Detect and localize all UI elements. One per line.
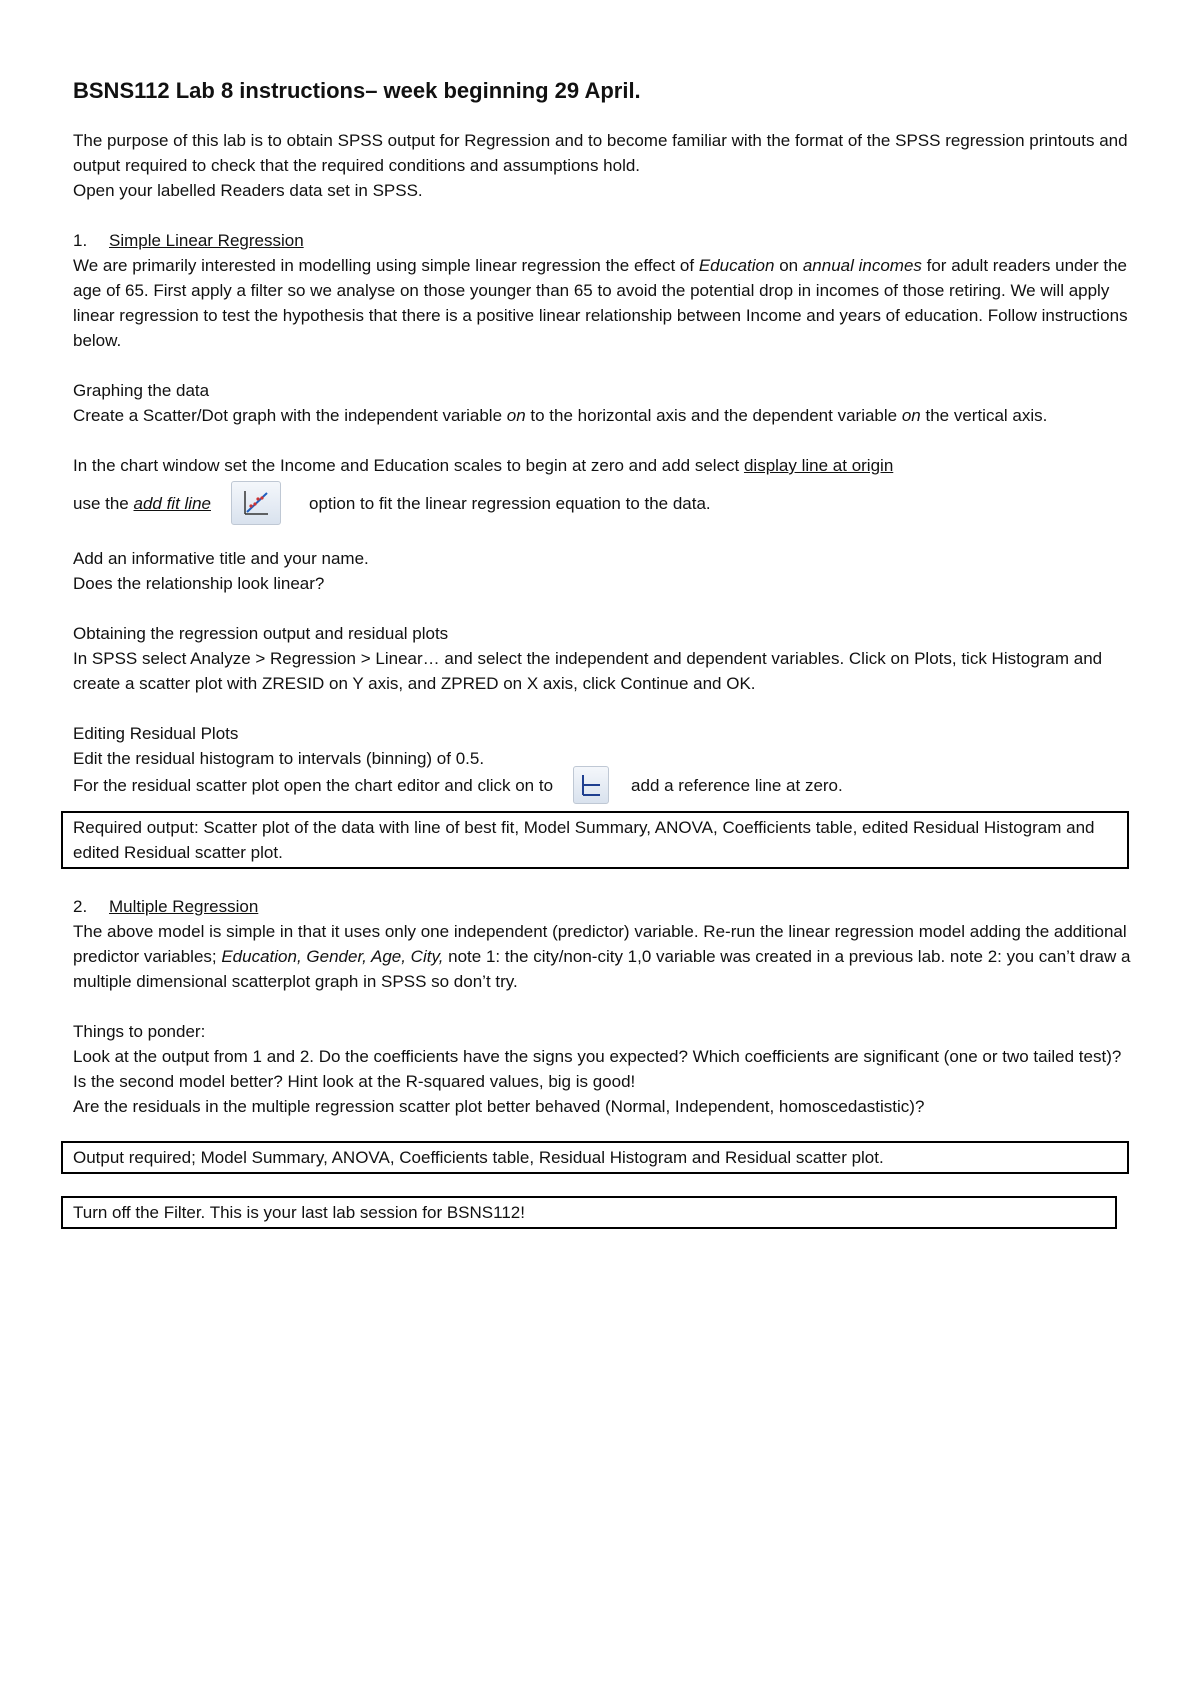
document-page — [73, 76, 1139, 1229]
graphing-text: Create a Scatter/Dot graph with the independent variable on to the horizontal axis and the dependent variable on the vertical axis. — [73, 406, 1048, 425]
section-1-heading: 1. Simple Linear Regression — [73, 231, 304, 250]
required-output-box: Required output: Scatter plot of the data with line of best fit, Model Summary, ANOVA, Coefficients table, edited Residual Histogram and edited Residual scatter plot. — [61, 811, 1129, 869]
obtaining-heading: Obtaining the regression output and residual plots — [73, 624, 449, 643]
fit-line-row: use the add fit line option to fit the linear regression equation to the data. — [73, 478, 1139, 528]
fit-line-icon[interactable] — [231, 481, 281, 525]
linear-question: Does the relationship look linear? — [73, 574, 325, 593]
output-required-box: Output required; Model Summary, ANOVA, Coefficients table, Residual Histogram and Residual scatter plot. — [61, 1141, 1129, 1174]
editing-heading: Editing Residual Plots — [73, 724, 239, 743]
turn-off-filter-box: Turn off the Filter. This is your last lab session for BSNS112! — [61, 1196, 1117, 1229]
section-2-paragraph: The above model is simple in that it uses only one independent (predictor) variable. Re-run the linear regression model adding the additional predictor variables; Education, Gender, Age, City, note 1: the city/non-city 1,0 variable was created in a previous lab. note 2: you can’t draw a multiple dimensional scatterplot graph in SPSS so don’t try. — [73, 922, 1131, 991]
ponder-heading: Things to ponder: — [73, 1022, 206, 1041]
ponder-item-3: Are the residuals in the multiple regression scatter plot better behaved (Normal, Independent, homoscedastistic)? — [73, 1097, 925, 1116]
display-line-at-origin-link: display line at origin — [743, 456, 894, 475]
reference-line-row: For the residual scatter plot open the chart editor and click on to add a reference line at zero. — [73, 771, 1139, 799]
chart-window-text: In the chart window set the Income and Education scales to begin at zero and add select display line at origin — [73, 456, 894, 475]
obtaining-text: In SPSS select Analyze > Regression > Linear… and select the independent and dependent variables. Click on Plots, tick Histogram and create a scatter plot with ZRESID on Y axis, and ZPRED on X axis, click Continue and OK. — [73, 649, 1103, 693]
graphing-heading: Graphing the data — [73, 381, 210, 400]
editing-histogram-text: Edit the residual histogram to intervals (binning) of 0.5. — [73, 749, 485, 768]
add-title-text: Add an informative title and your name. — [73, 549, 369, 568]
intro-open-dataset: Open your labelled Readers data set in SPSS. — [73, 181, 423, 200]
section-2-heading: 2. Multiple Regression — [73, 897, 259, 916]
page-title: BSNS112 Lab 8 instructions– week beginning 29 April. — [73, 78, 641, 103]
ponder-item-1: Look at the output from 1 and 2. Do the coefficients have the signs you expected? Which coefficients are significant (one or two tailed test)? — [73, 1047, 1122, 1066]
intro-paragraph: The purpose of this lab is to obtain SPSS output for Regression and to become familiar with the format of the SPSS regression printouts and output required to check that the required conditions and assumptions hold. — [73, 131, 1128, 175]
section-1-paragraph: We are primarily interested in modelling using simple linear regression the effect of Education on annual incomes for adult readers under the age of 65. First apply a filter so we analyse on those younger than 65 to avoid the potential drop in incomes of those retiring. We will apply linear regression to test the hypothesis that there is a positive linear relationship between Income and years of education. Follow instructions below. — [73, 256, 1128, 350]
ponder-item-2: Is the second model better? Hint look at the R-squared values, big is good! — [73, 1072, 636, 1091]
reference-line-icon[interactable] — [573, 766, 609, 804]
add-fit-line-text: add fit line — [133, 493, 211, 513]
